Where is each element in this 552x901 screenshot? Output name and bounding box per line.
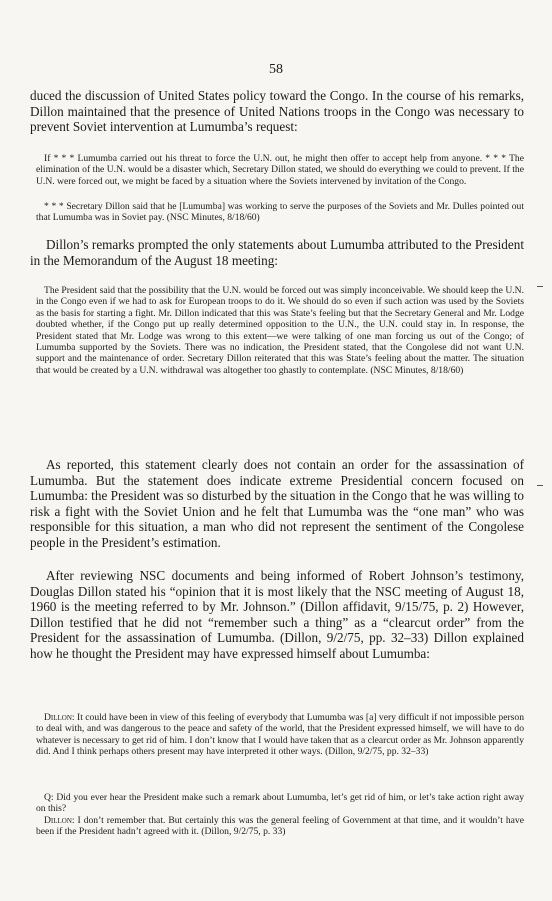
body-paragraph: Dillon’s remarks prompted the only statements about Lumumba attributed to the President in the Memorandum of the August 18 meeting: — [30, 237, 524, 268]
block-quote: * * * Secretary Dillon said that he [Lumumba] was working to serve the purposes of the Soviets and Mr. Dulles pointed out that Lumumba was in Soviet pay. (NSC Minutes, 8/18/60) — [36, 201, 524, 224]
body-paragraph: duced the discussion of United States policy toward the Congo. In the course of his remarks, Dillon maintained that the presence of United Nations troops in the Congo was necessary to prevent Soviet intervention at Lumumba’s request: — [30, 88, 524, 134]
body-paragraph: After reviewing NSC documents and being informed of Robert Johnson’s testimony, Douglas Dillon stated his “opinion that it is most likely that the NSC meeting of August 18, 1960 is the meeting referred to by Mr. Johnson.” (Dillon affidavit, 9/15/75, p. 2) However, Dillon testified that he did not “remember such a thing” as a “clearcut order” from the President for the assassination of Lumumba. (Dillon, 9/2/75, pp. 32–33) Dillon explained how he thought the President may have expressed himself about Lumumba: — [30, 568, 524, 661]
page-number: 58 — [269, 62, 283, 77]
speaker-label: Dillon: — [44, 815, 75, 826]
quote-text: It could have been in view of this feeling of everybody that Lumumba was [a] very difficult if not impossible person to deal with, and was dangerous to the peace and safety of the world, that the President expressed himself, we will have to do whatever is necessary to get rid of him. I don’t know that I would have taken that as a clearcut order as Mr. Johnson apparently did. And I think perhaps others present may have interpreted it other ways. (Dillon, 9/2/75, pp. 32–33) — [36, 712, 524, 758]
margin-mark — [537, 286, 543, 287]
quote-text: Did you ever hear the President make such a remark about Lumumba, let’s get rid of him, or let’s take action right away on this? — [36, 792, 524, 815]
margin-mark — [537, 485, 543, 486]
speaker-label: Dillon: — [44, 712, 75, 723]
block-quote: If * * * Lumumba carried out his threat to force the U.N. out, he might then offer to accept help from anyone. * * * The elimination of the U.N. would be a disaster which, Secretary Dillon stated, we should do everything we could to prevent. If the U.N. were forced out, we might be faced by a situation where the Soviets intervened by invitation of the Congo. — [36, 153, 524, 187]
block-quote — [36, 712, 524, 758]
quote-text: I don’t remember that. But certainly this was the general feeling of Government at that time, and it wouldn’t have been if the President hadn’t agreed with it. (Dillon, 9/2/75, p. 33) — [36, 815, 524, 838]
speaker-label: Q: — [44, 792, 54, 803]
block-quote — [36, 792, 524, 815]
body-paragraph: As reported, this statement clearly does not contain an order for the assassination of Lumumba. But the statement does indicate extreme Presidential concern focused on Lumumba: the President was so disturbed by the situation in the Congo that he was willing to risk a fight with the Soviet Union and he felt that Lumumba was the “one man” who was responsible for this situation, a man who did not represent the sentiment of the Congolese people in the President’s estimation. — [30, 457, 524, 550]
block-quote: The President said that the possibility that the U.N. would be forced out was simply inconceivable. We should keep the U.N. in the Congo even if we had to ask for European troops to do it. We should do so even if such action was used by the Soviets as the basis for starting a fight. Mr. Dillon indicated that this was State’s feeling but that the Secretary General and Mr. Lodge doubted whether, if the Congo put up really determined opposition to the U.N., the U.N. could stay in. In response, the President stated that Mr. Lodge was wrong to this extent—we were talking of one man forcing us out of the Congo; of Lumumba supported by the Soviets. There was no indication, the President stated, that the Congolese did not want U.N. support and the maintenance of order. Secretary Dillon reiterated that this was State’s feeling about the matter. The situation that would be created by a U.N. withdrawal was altogether too ghastly to contemplate. (NSC Minutes, 8/18/60) — [36, 285, 524, 376]
block-quote — [36, 815, 524, 838]
